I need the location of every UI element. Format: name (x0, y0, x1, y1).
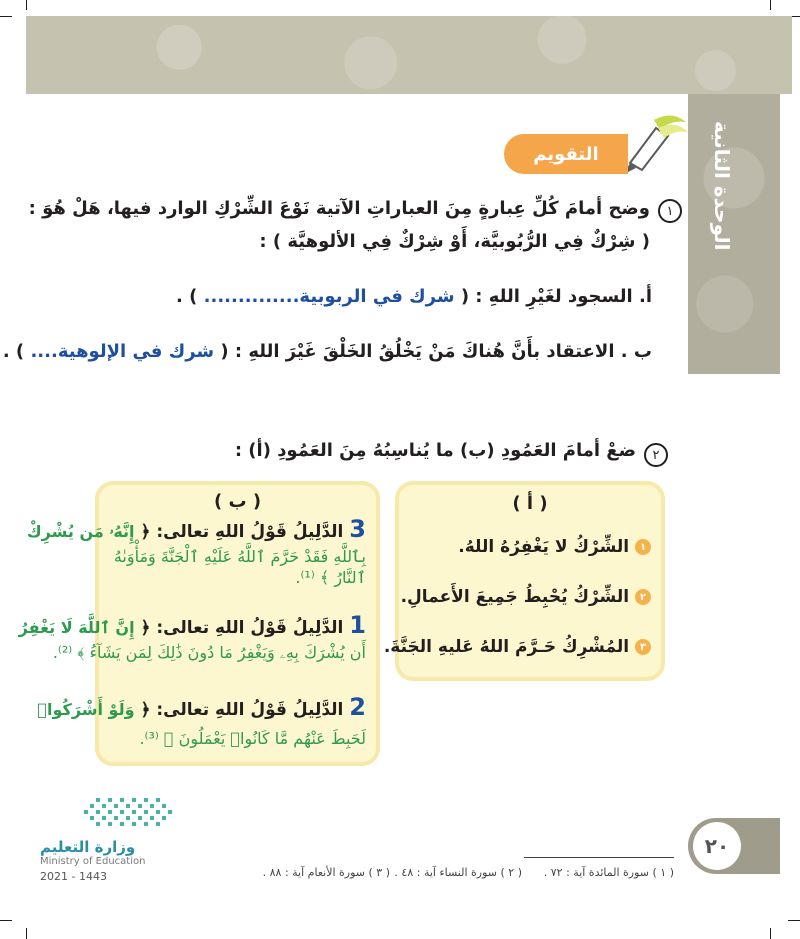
item-b-end: ) . (2, 341, 25, 362)
column-b-item (26, 515, 366, 587)
question1-line2: ( شِرْكٌ فِي الرُّبُوبيَّة، أَوْ شِرْكٌ فِي الألوهيَّة ) : (259, 231, 650, 252)
crop-mark (770, 0, 771, 10)
item-a-answer: شرك في الربوبية (299, 286, 455, 307)
crop-mark (788, 920, 800, 921)
answer-number: 3 (349, 515, 366, 543)
edition-year: 2021 - 1443 (40, 870, 107, 883)
evidence-lead: الدَّلِيلُ قَوْلُ اللهِ تعالى: ﴿ (140, 618, 344, 638)
crop-mark (26, 0, 27, 10)
ministry-name-en: Ministry of Education (40, 856, 146, 867)
column-a-item-text: المُشْرِكُ حَـرَّمَ اللهُ عَليهِ الجَنَّةَ. (383, 637, 630, 657)
crop-mark (26, 928, 27, 939)
column-b-title: ( ب ) (213, 491, 262, 512)
verse-text: ٱلنَّارُ ﴾ ⁽¹⁾. (295, 568, 366, 587)
header-banner (26, 16, 792, 94)
question1-item-b (3, 341, 652, 362)
unit-label: الوحدة الثانية (710, 121, 734, 251)
verse-text: لَحَبِطَ عَنْهُم مَّا كَانُوا۟ يَعْمَلُونَ ﴾ ⁽³⁾. (139, 729, 366, 748)
verse-text: إِنَّ ٱللَّهَ لَا يَغْفِرُ (18, 618, 135, 637)
column-a-item (384, 637, 651, 657)
evidence-lead: الدَّلِيلُ قَوْلُ اللهِ تعالى: ﴿ (140, 700, 344, 720)
column-a-card (383, 481, 665, 681)
question1-line1: وضح أمامَ كُلِّ عِبارةٍ مِنَ العباراتِ الآتية نَوْعَ الشِّرْكِ الوارد فيها، هَلْ هُوَ : (28, 198, 650, 219)
item-number-badge: ٢ (635, 589, 651, 605)
question1-item-a (176, 286, 652, 307)
dotted-fill: .............. (203, 286, 300, 307)
answer-number: 2 (349, 693, 366, 721)
crop-mark (0, 920, 12, 921)
column-a-item (401, 587, 651, 607)
column-b-card (18, 481, 380, 766)
footnote: ( ٢ ) سورة النساء آية : ٤٨ . (394, 866, 522, 879)
column-b-item (37, 693, 366, 748)
crop-mark (0, 16, 12, 17)
question2-text: ضعْ أمامَ العَمُودِ (ب) ما يُناسِبُهُ مِنَ العَمُودِ (أ) : (234, 440, 636, 461)
verse-text: إِنَّهُۥ مَن يُشْرِكْ (26, 522, 135, 541)
page-number: ٢٠ (693, 822, 741, 870)
item-a-end: ) . (176, 286, 198, 307)
evidence-lead: الدَّلِيلُ قَوْلُ اللهِ تعالى: ﴿ (140, 522, 344, 542)
verse-text: أَن يُشْرَكَ بِهِۦ وَيَغْفِرُ مَا دُونَ ذَٰلِكَ لِمَن يَشَآءُ ﴾ ⁽²⁾. (52, 643, 366, 662)
ministry-logo-icon (82, 796, 178, 828)
footnote-rule (524, 857, 674, 858)
item-a-text: السجود لغَيْرِ اللهِ : ( (460, 286, 633, 307)
column-a-title: ( أ ) (512, 493, 548, 514)
column-a-item-text: الشِّرْكُ لا يَغْفِرُهُ اللهُ. (458, 537, 630, 557)
footnote: ( ٣ ) سورة الأنعام آية : ٨٨ . (262, 866, 390, 879)
item-b-answer: شرك في الإلوهية (57, 341, 215, 362)
question-number: ٢ (644, 443, 668, 467)
verse-text: بِٱللَّهِ فَقَدْ حَرَّمَ ٱللَّهُ عَلَيْهِ ٱلْجَنَّةَ وَمَأْوَىٰهُ (113, 547, 366, 566)
item-b-text: الاعتقاد بأَنَّ هُناكَ مَنْ يَخْلُقُ الخَلْقَ غَيْرَ اللهِ : ( (220, 341, 615, 362)
item-a-label: أ. (638, 286, 652, 307)
column-b-item (18, 611, 366, 663)
item-number-badge: ٣ (635, 639, 651, 655)
verse-text: وَلَوْ أَشْرَكُوا۟ (37, 700, 135, 719)
section-tag: التقويم (504, 134, 628, 174)
column-a-item-text: الشِّرْكُ يُحْبِطُ جَمِيعَ الأَعمالِ. (400, 587, 630, 607)
question-number: ١ (658, 199, 682, 223)
item-b-label: ب . (620, 341, 652, 362)
column-a-item (458, 537, 651, 557)
ministry-name-ar: وزارة التعليم (40, 838, 136, 856)
dotted-fill: .... (30, 341, 58, 362)
answer-number: 1 (349, 611, 366, 639)
item-number-badge: ١ (635, 539, 651, 555)
crop-mark (770, 928, 771, 939)
footnote: ( ١ ) سورة المائدة آية : ٧٢ . (543, 866, 674, 879)
